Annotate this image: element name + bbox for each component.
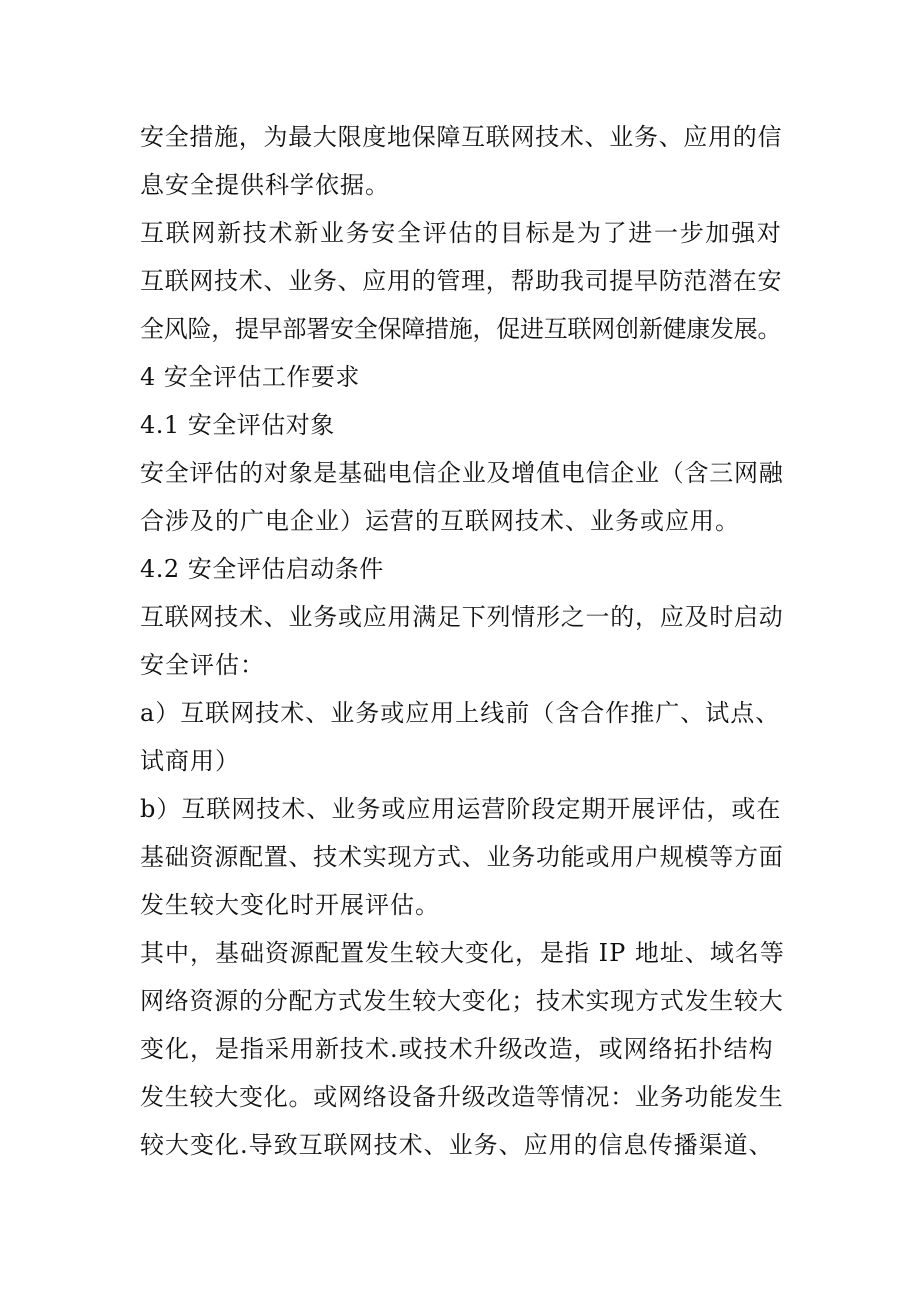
document-body (140, 113, 785, 1169)
subsection-heading: 4.2 安全评估启动条件 (140, 555, 384, 583)
paragraph-line: 互联网技术、业务或应用满足下列情形之一的，应及时启动 (140, 603, 784, 631)
paragraph-line: 互联网新技术新业务安全评估的目标是为了进一步加强对 (140, 219, 783, 247)
paragraph-line: 合涉及的广电企业）运营的互联网技术、业务或应用。 (140, 507, 740, 535)
section-heading: 4 安全评估工作要求 (140, 363, 360, 391)
paragraph-line: 息安全提供科学依据。 (140, 171, 390, 199)
paragraph-line: 全风险，提早部署安全保障措施，促进互联网创新健康发展。 (140, 315, 782, 343)
list-item-line: 基础资源配置、技术实现方式、业务功能或用户规模等方面 (140, 843, 784, 871)
list-item-line: b）互联网技术、业务或应用运营阶段定期开展评估，或在 (140, 795, 782, 823)
paragraph-line: 较大变化.导致互联网技术、业务、应用的信息传播渠道、 (140, 1131, 774, 1159)
paragraph-line: 其中，基础资源配置发生较大变化，是指 IP 地址、域名等 (140, 939, 785, 967)
list-item-line: a）互联网技术、业务或应用上线前（含合作推广、试点、 (140, 699, 781, 727)
paragraph-line: 互联网技术、业务、应用的管理，帮助我司提早防范潜在安 (140, 267, 783, 295)
paragraph-line: 网络资源的分配方式发生较大变化；技术实现方式发生较大 (140, 987, 784, 1015)
paragraph-line: 变化，是指采用新技术.或技术升级改造，或网络拓扑结构 (140, 1035, 774, 1063)
subsection-heading: 4.1 安全评估对象 (140, 411, 335, 439)
paragraph-line: 发生较大变化。或网络设备升级改造等情况：业务功能发生 (140, 1083, 784, 1111)
paragraph-line: 安全评估： (140, 651, 265, 679)
list-item-line: 试商用） (140, 747, 240, 775)
list-item-line: 发生较大变化时开展评估。 (140, 891, 440, 919)
paragraph-line: 安全措施，为最大限度地保障互联网技术、业务、应用的信 (140, 123, 783, 151)
paragraph-line: 安全评估的对象是基础电信企业及增值电信企业（含三网融 (140, 459, 784, 487)
